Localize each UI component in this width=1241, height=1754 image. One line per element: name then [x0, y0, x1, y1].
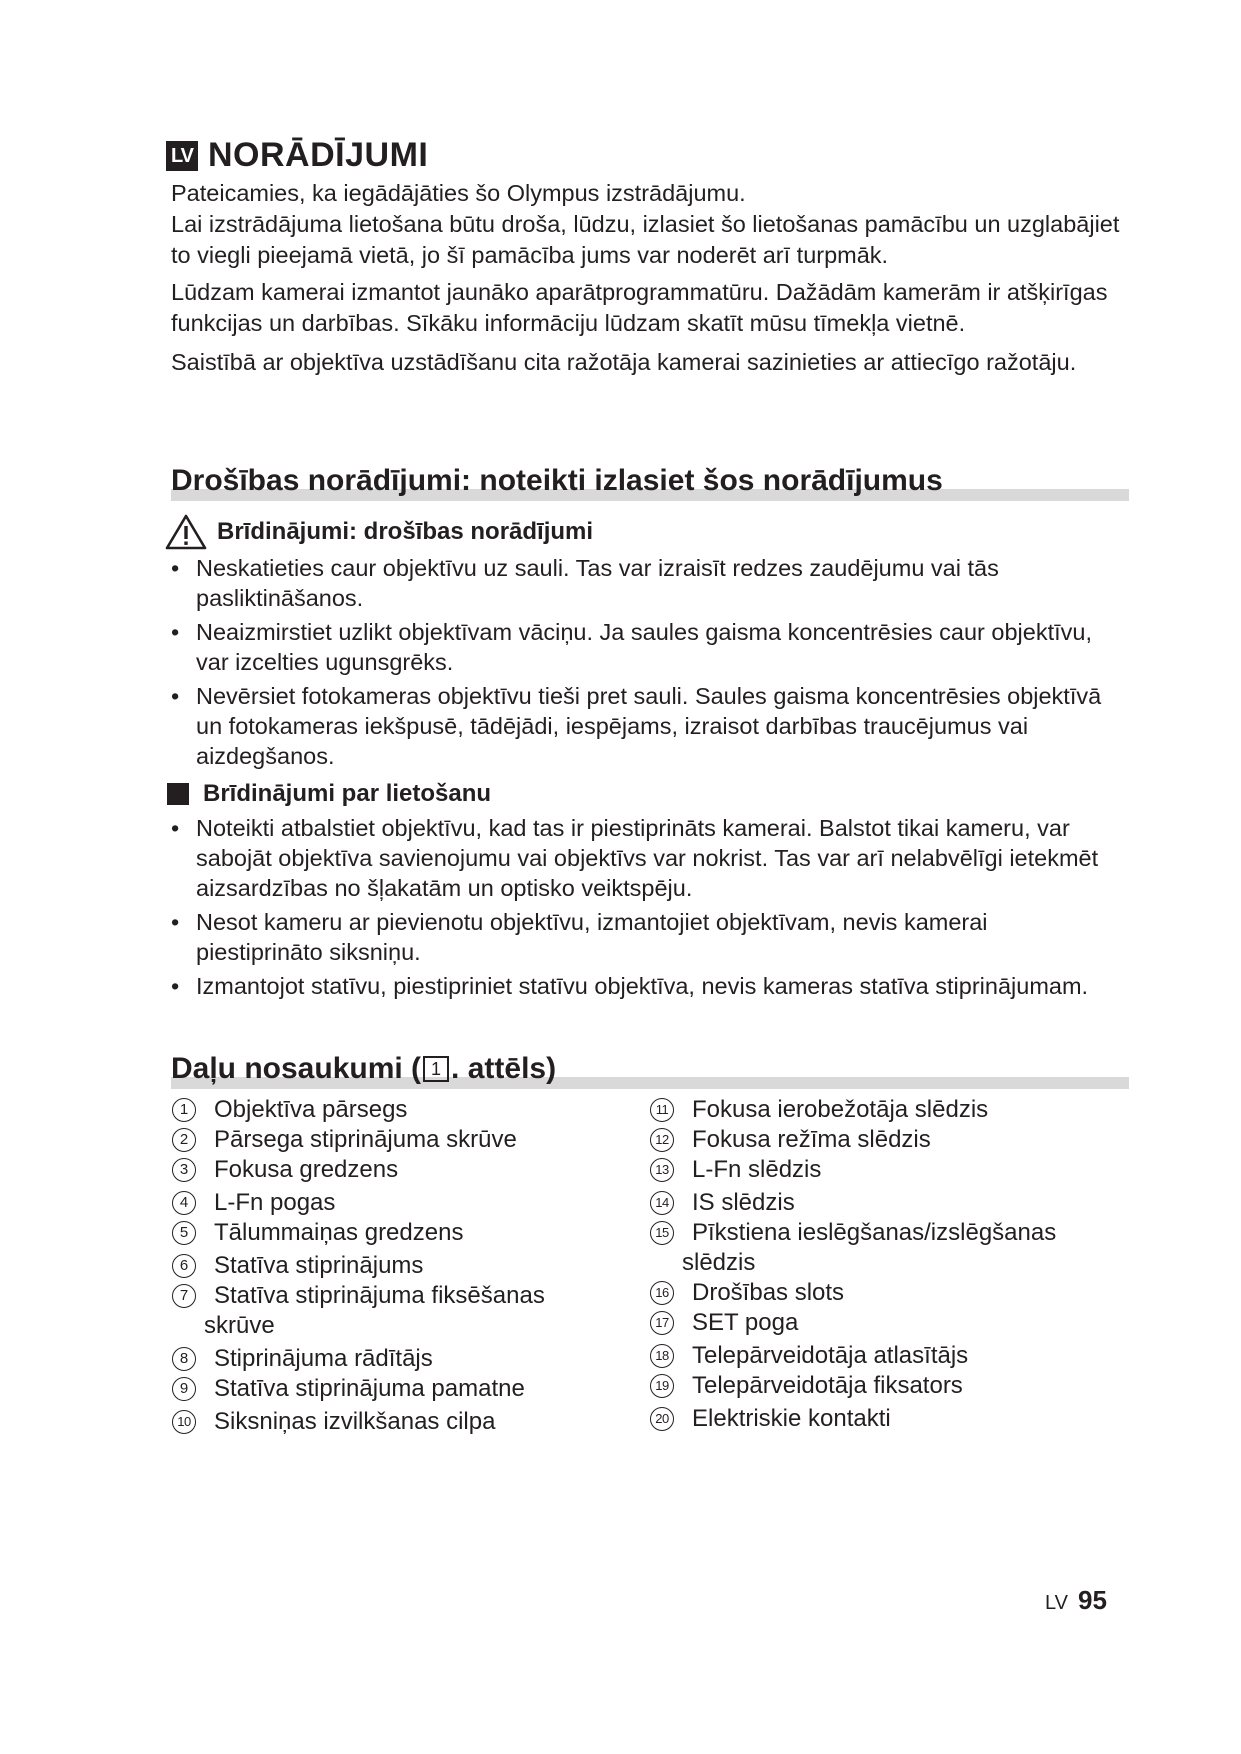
part-item	[650, 1095, 1120, 1125]
circled-number: 15	[650, 1221, 674, 1245]
circled-number: 19	[650, 1374, 674, 1398]
intro-paragraph: Pateicamies, ka iegādājāties šo Olympus izstrādājumu.	[171, 180, 746, 206]
list-item	[171, 813, 1111, 903]
circled-number: 13	[650, 1158, 674, 1182]
footer-language: LV	[1045, 1592, 1068, 1614]
part-label: Fokusa ierobežotāja slēdzis	[692, 1096, 989, 1123]
figure-reference-box: 1	[423, 1056, 449, 1082]
part-label-continued: skrūve	[204, 1312, 275, 1339]
part-item	[172, 1218, 612, 1248]
circled-number: 11	[650, 1098, 674, 1122]
circled-number: 10	[172, 1410, 196, 1434]
part-label: Stiprinājuma rādītājs	[214, 1345, 433, 1372]
list-item-text: • Noteikti atbalstiet objektīvu, kad tas ir piestiprināts kamerai. Balstot tikai kameru, var sabojāt objektīva savienojumu vai objektīvs var nokrist. Tas var arī nelabvēlīgi ietekmēt aizsardzības no šļakatām un optisko veiktspēju.	[196, 815, 1099, 901]
part-label: Telepārveidotāja fiksators	[692, 1372, 963, 1399]
usage-list	[171, 813, 1111, 1005]
square-bullet-icon	[167, 783, 189, 805]
part-item	[650, 1155, 1120, 1185]
part-label: Elektriskie kontakti	[692, 1405, 891, 1432]
list-item-text: • Nevērsiet fotokameras objektīvu tieši pret sauli. Saules gaisma koncentrēsies objektīvā un fotokameras iekšpusē, tādējādi, iespējams, izraisot darbības traucējumus vai aizdegšanos.	[196, 683, 1102, 769]
parts-heading-text	[171, 1052, 556, 1085]
page-number: 95	[1077, 1585, 1107, 1615]
title-text: NORĀDĪJUMI	[208, 136, 429, 174]
circled-number: 18	[650, 1344, 674, 1368]
part-label: Statīva stiprinājums	[214, 1252, 424, 1279]
usage-title: Brīdinājumi par lietošanu	[203, 780, 492, 807]
part-item	[172, 1251, 612, 1281]
part-label: Objektīva pārsegs	[214, 1096, 408, 1123]
page-title	[166, 136, 428, 175]
circled-number: 12	[650, 1128, 674, 1152]
intro-paragraph: Lūdzam kamerai izmantot jaunāko aparātprogrammatūru. Dažādām kamerām ir atšķirīgas funkcijas un darbības. Sīkāku informāciju lūdzam skatīt mūsu tīmekļa vietnē.	[171, 279, 1108, 336]
warnings-title: Brīdinājumi: drošības norādījumi	[217, 518, 594, 545]
part-label: Tālummaiņas gredzens	[214, 1219, 464, 1246]
parts-list-right	[650, 1095, 1120, 1434]
part-label: L-Fn pogas	[214, 1189, 336, 1216]
circled-number: 4	[172, 1191, 196, 1215]
part-item	[172, 1407, 612, 1437]
usage-subheading	[167, 780, 491, 808]
part-item	[650, 1218, 1120, 1278]
list-item	[171, 971, 1111, 1001]
heading-part: . attēls)	[451, 1052, 557, 1085]
circled-number: 6	[172, 1254, 196, 1278]
part-item	[172, 1281, 612, 1341]
part-item	[172, 1374, 612, 1404]
intro-paragraph: Lai izstrādājuma lietošana būtu droša, lūdzu, izlasiet šo lietošanas pamācību un uzglabājiet to viegli pieejamā vietā, jo šī pamācība jums var noderēt arī turpmāk.	[171, 211, 1120, 268]
circled-number: 2	[172, 1128, 196, 1152]
circled-number: 1	[172, 1098, 196, 1122]
part-label: Fokusa režīma slēdzis	[692, 1126, 931, 1153]
circled-number: 14	[650, 1191, 674, 1215]
heading-part: Daļu nosaukumi (	[171, 1052, 422, 1085]
list-item-text: • Neaizmirstiet uzlikt objektīvam vāciņu. Ja saules gaisma koncentrēsies caur objektīvu, var izcelties ugunsgrēks.	[196, 619, 1092, 675]
warning-triangle-icon	[165, 514, 207, 550]
language-badge: LV	[166, 141, 198, 171]
part-label: Pīkstiena ieslēgšanas/izslēgšanas	[692, 1219, 1057, 1246]
part-label: Fokusa gredzens	[214, 1156, 399, 1183]
part-label: Telepārveidotāja atlasītājs	[692, 1342, 969, 1369]
circled-number: 3	[172, 1158, 196, 1182]
part-item	[172, 1344, 612, 1374]
circled-number: 9	[172, 1377, 196, 1401]
list-item	[171, 907, 1111, 967]
circled-number: 20	[650, 1407, 674, 1431]
part-label: SET poga	[692, 1309, 799, 1336]
part-item	[172, 1155, 612, 1185]
circled-number: 8	[172, 1347, 196, 1371]
circled-number: 7	[172, 1284, 196, 1308]
list-item-text: • Nesot kameru ar pievienotu objektīvu, izmantojiet objektīvam, nevis kamerai piestiprināto siksniņu.	[196, 909, 988, 965]
intro-paragraph: Saistībā ar objektīva uzstādīšanu cita ražotāja kamerai sazinieties ar attiecīgo ražotāju.	[171, 349, 1077, 375]
part-item	[172, 1125, 612, 1155]
list-item-text: • Izmantojot statīvu, piestipriniet statīvu objektīva, nevis kameras statīva stiprinājumam.	[196, 973, 1089, 999]
parts-list-left	[172, 1095, 612, 1437]
part-item	[650, 1341, 1120, 1371]
list-item	[171, 553, 1111, 613]
part-label: L-Fn slēdzis	[692, 1156, 822, 1183]
list-item	[171, 681, 1111, 771]
circled-number: 16	[650, 1281, 674, 1305]
part-label: Statīva stiprinājuma fiksēšanas	[214, 1282, 545, 1309]
safety-heading-text: Drošības norādījumi: noteikti izlasiet šos norādījumus	[171, 464, 943, 497]
list-item-text: • Neskatieties caur objektīvu uz sauli. Tas var izraisīt redzes zaudējumu vai tās pasliktināšanos.	[196, 555, 999, 611]
part-item	[650, 1371, 1120, 1401]
part-item	[650, 1278, 1120, 1308]
intro-text	[171, 178, 1121, 384]
parts-heading	[171, 1050, 1121, 1088]
part-item	[172, 1188, 612, 1218]
safety-heading	[171, 462, 1121, 500]
part-label: Drošības slots	[692, 1279, 845, 1306]
warnings-list	[171, 553, 1111, 775]
list-item	[171, 617, 1111, 677]
warnings-subheading	[165, 514, 593, 550]
part-item	[650, 1404, 1120, 1434]
part-item	[172, 1095, 612, 1125]
part-label: Statīva stiprinājuma pamatne	[214, 1375, 525, 1402]
circled-number: 5	[172, 1221, 196, 1245]
part-item	[650, 1125, 1120, 1155]
part-item	[650, 1188, 1120, 1218]
part-label-continued: slēdzis	[682, 1249, 756, 1276]
part-item	[650, 1308, 1120, 1338]
part-label: Pārsega stiprinājuma skrūve	[214, 1126, 517, 1153]
part-label: IS slēdzis	[692, 1189, 795, 1216]
circled-number: 17	[650, 1311, 674, 1335]
page-footer	[1045, 1585, 1107, 1616]
part-label: Siksniņas izvilkšanas cilpa	[214, 1408, 496, 1435]
